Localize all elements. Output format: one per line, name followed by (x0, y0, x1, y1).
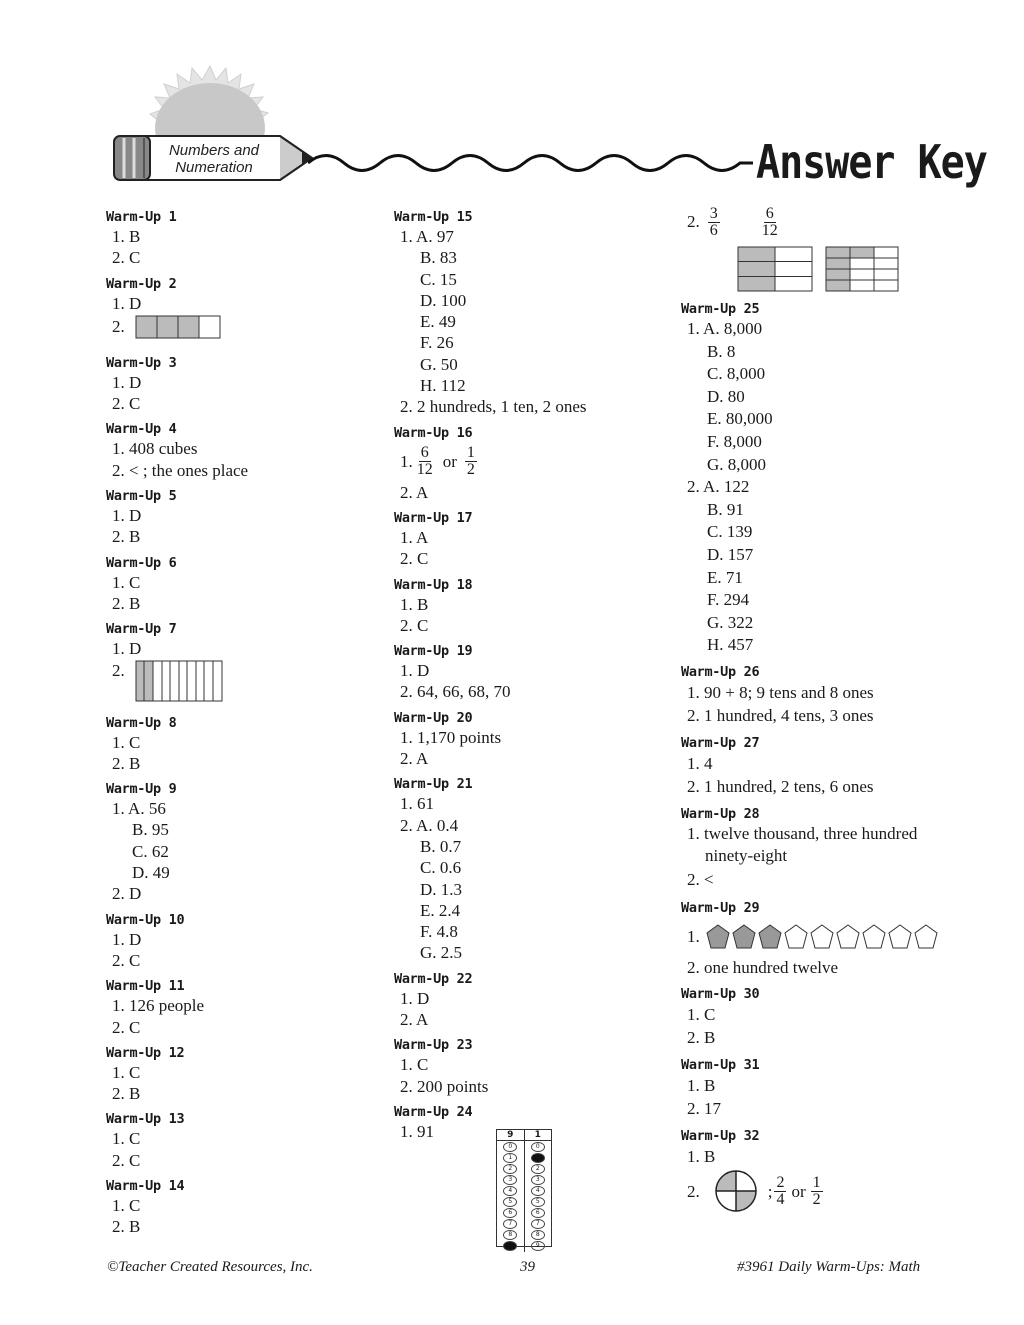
answer: D. 80 (707, 386, 745, 406)
answer-bubble: 5 (503, 1197, 517, 1207)
answer: 2. C (112, 248, 141, 268)
answer-bubble: 7 (531, 1219, 545, 1229)
answer: 2. A. 0.4 (400, 815, 459, 835)
answer: E. 49 (420, 312, 456, 332)
fraction (708, 206, 720, 239)
warmup-heading: Warm-Up 24 (394, 1103, 473, 1120)
pencil-label-line1: Numbers and (168, 142, 260, 159)
warmup-heading: Warm-Up 17 (394, 509, 473, 526)
answer: 2. C (112, 1017, 141, 1037)
answer: 2. C (112, 1150, 141, 1170)
answer: 1. A. 97 (400, 227, 454, 246)
answer: C. 15 (420, 269, 457, 289)
answer: 1. 126 people (112, 996, 205, 1016)
denominator: 2 (466, 461, 475, 479)
denominator: 12 (416, 461, 433, 479)
column-2 (394, 208, 664, 1142)
answer: F. 4.8 (420, 922, 458, 942)
column-1 (106, 208, 376, 1238)
answer-bubble: 8 (531, 1230, 545, 1240)
fraction (811, 1175, 823, 1208)
answer: D. 49 (132, 863, 170, 883)
denominator: 12 (761, 221, 778, 239)
answer-bubble: 7 (503, 1219, 517, 1229)
answer-bubble: 2 (503, 1164, 517, 1174)
warmup-heading: Warm-Up 29 (681, 899, 760, 916)
answer: 1. D (112, 293, 142, 313)
fraction (465, 445, 477, 478)
numerator: 6 (765, 204, 774, 222)
answer: D. 157 (707, 544, 754, 564)
answer: 1. C (112, 732, 141, 752)
answer: 1. 91 (400, 1121, 434, 1141)
answer: E. 2.4 (420, 900, 461, 920)
answer: 1. A (400, 527, 429, 547)
warmup-heading: Warm-Up 26 (681, 663, 760, 680)
answer: C. 8,000 (707, 364, 766, 384)
answer: 2. B (687, 1028, 716, 1048)
answer-bubble: 0 (503, 1142, 517, 1152)
answer: 2. A (400, 749, 429, 769)
warmup-heading: Warm-Up 22 (394, 970, 473, 987)
denominator: 2 (812, 1190, 821, 1208)
answer: 1. C (112, 1196, 141, 1216)
answer: 1. 4 (687, 753, 713, 773)
answer-bubble: 2 (531, 1164, 545, 1174)
answer: C. 139 (707, 522, 753, 542)
answer: B. 95 (132, 820, 169, 840)
warmup-heading: Warm-Up 19 (394, 643, 473, 660)
answer: F. 26 (420, 333, 454, 353)
warmup-heading: Warm-Up 23 (394, 1037, 473, 1054)
bubble-column-tens (497, 1141, 525, 1252)
numerator: 2 (776, 1173, 785, 1191)
answer-bubble: 4 (531, 1186, 545, 1196)
answer: 1. C (112, 1062, 141, 1082)
answer-label: 2. (687, 1181, 700, 1201)
warmup-heading: Warm-Up 10 (106, 911, 185, 928)
numerator: 3 (709, 204, 718, 222)
fraction-models (681, 242, 971, 296)
answer: 2. B (112, 753, 141, 773)
answer-label: 1. (687, 927, 700, 947)
answer-label: 1. (400, 452, 413, 472)
numerator: 1 (812, 1173, 821, 1191)
bubble-header-ones: 1 (534, 1130, 541, 1140)
answer: 2. 2 hundreds, 1 ten, 2 ones (400, 397, 587, 417)
answer: 2. < (687, 869, 714, 889)
answer: E. 71 (707, 567, 743, 587)
answer: 2. B (112, 1084, 141, 1104)
fraction-model-halves (737, 246, 813, 292)
answer: B. 83 (420, 248, 457, 268)
answer: 1. C (112, 1129, 141, 1149)
footer-copyright: ©Teacher Created Resources, Inc. (107, 1259, 313, 1275)
warmup-heading: Warm-Up 14 (106, 1178, 185, 1195)
warmup-heading: Warm-Up 3 (106, 354, 177, 371)
warmup-heading: Warm-Up 2 (106, 275, 177, 292)
warmup-heading: Warm-Up 5 (106, 488, 177, 505)
answer-bubble (503, 1241, 517, 1251)
answer: 2. A. 122 (687, 477, 750, 497)
warmup-heading: Warm-Up 18 (394, 576, 473, 593)
answer: 1. B (687, 1075, 716, 1095)
answer: 2. 64, 66, 68, 70 (400, 682, 511, 702)
footer-page-number: 39 (520, 1259, 535, 1275)
pentagon-model (706, 923, 946, 951)
bubble-columns (497, 1141, 551, 1252)
answer: F. 8,000 (707, 431, 762, 451)
answer: 2. D (112, 884, 142, 904)
answer: H. 112 (420, 376, 466, 396)
answer: 2. A (400, 482, 429, 502)
answer: 1. D (112, 372, 142, 392)
answer: 2. 17 (687, 1099, 721, 1119)
answer: D. 1.3 (420, 879, 463, 899)
column-3 (681, 202, 971, 1214)
answer: ninety-eight (705, 845, 788, 865)
bubble-column-ones (525, 1141, 552, 1252)
tenths-grid-model (135, 660, 223, 702)
answer: E. 80,000 (707, 409, 773, 429)
answer-with-circle (681, 1168, 971, 1214)
answer: H. 457 (707, 635, 754, 655)
answer-bubble: 5 (531, 1197, 545, 1207)
answer: 1. B (400, 594, 429, 614)
warmup-heading: Warm-Up 21 (394, 776, 473, 793)
answer: 1. D (400, 988, 430, 1008)
answer: 2. C (400, 549, 429, 569)
warmup-heading: Warm-Up 9 (106, 781, 177, 798)
denominator: 6 (709, 221, 718, 239)
answer: C. 0.6 (420, 858, 462, 878)
answer-bubble: 6 (531, 1208, 545, 1218)
answer: 2. B (112, 1217, 141, 1237)
fraction (774, 1175, 786, 1208)
or-text: or (791, 1181, 806, 1201)
answer-bubble: 9 (531, 1241, 545, 1251)
or-text: or (442, 452, 457, 472)
answer-bubble: 8 (503, 1230, 517, 1240)
answer: 1. D (400, 661, 430, 681)
denominator: 4 (776, 1190, 785, 1208)
warmup-heading: Warm-Up 4 (106, 421, 177, 438)
warmup-heading: Warm-Up 20 (394, 709, 473, 726)
numerator: 1 (466, 444, 475, 462)
answer: 2. C (112, 950, 141, 970)
answer: B. 0.7 (420, 836, 462, 856)
answer: F. 294 (707, 590, 750, 610)
answer: 1. twelve thousand, three hundred (687, 823, 918, 843)
answer-bubble: 3 (531, 1175, 545, 1185)
answer: G. 322 (707, 612, 754, 632)
answer: 2. C (112, 394, 141, 414)
page-title: Answer Key (756, 136, 987, 190)
answer-with-grid (106, 660, 376, 706)
warmup-heading: Warm-Up 1 (106, 209, 177, 225)
bubble-answer-grid (496, 1129, 552, 1247)
answer-bubble: 6 (503, 1208, 517, 1218)
warmup-heading: Warm-Up 30 (681, 985, 760, 1002)
warmup-heading: Warm-Up 11 (106, 978, 185, 995)
warmup-heading: Warm-Up 15 (394, 209, 473, 225)
answer-fractions (681, 202, 971, 242)
warmup-heading: Warm-Up 6 (106, 554, 177, 571)
answer: 1. D (112, 929, 142, 949)
warmup-heading: Warm-Up 28 (681, 805, 760, 822)
answer-bubble: 0 (531, 1142, 545, 1152)
warmup-heading: Warm-Up 7 (106, 621, 177, 638)
answer: 2. B (112, 527, 141, 547)
warmup-heading: Warm-Up 16 (394, 424, 473, 441)
answer: 1. D (112, 639, 142, 659)
warmup-heading: Warm-Up 12 (106, 1044, 185, 1061)
answer: B. 91 (707, 499, 744, 519)
bubble-header-tens: 9 (497, 1130, 525, 1140)
pencil-label (152, 142, 276, 176)
answer: 1. B (687, 1146, 716, 1166)
answer-fraction (394, 442, 664, 482)
shaded-bar-model (135, 315, 221, 339)
answer: B. 8 (707, 341, 736, 361)
answer: 2. one hundred twelve (687, 957, 839, 977)
answer: 2. C (400, 615, 429, 635)
answer: 1. D (112, 506, 142, 526)
warmup-heading: Warm-Up 13 (106, 1111, 185, 1128)
answer: 1. 408 cubes (112, 439, 198, 459)
answer: 1. C (112, 572, 141, 592)
answer: 2. < ; the ones place (112, 460, 249, 480)
answer: 1. 61 (400, 794, 434, 814)
answer: 1. C (400, 1055, 429, 1075)
answer: 2. A (400, 1010, 429, 1030)
answer-with-bar (106, 314, 376, 340)
warmup-heading: Warm-Up 32 (681, 1127, 760, 1144)
answer: 2. 1 hundred, 2 tens, 6 ones (687, 777, 874, 797)
answer: 2. 1 hundred, 4 tens, 3 ones (687, 706, 874, 726)
answer: C. 62 (132, 841, 169, 861)
answer: 1. 90 + 8; 9 tens and 8 ones (687, 682, 874, 702)
answer: 1. C (687, 1004, 716, 1024)
circle-fraction-model (714, 1169, 758, 1213)
semicolon: ; (767, 1181, 773, 1201)
answer: D. 100 (420, 290, 467, 310)
answer: 1. A. 56 (112, 799, 166, 819)
answer-bubble: 4 (503, 1186, 517, 1196)
footer-book-title: #3961 Daily Warm-Ups: Math (737, 1259, 921, 1275)
answer-bubble: 3 (503, 1175, 517, 1185)
answer-label: 2. (112, 317, 125, 337)
numerator: 6 (420, 444, 429, 462)
answer: 2. B (112, 593, 141, 613)
answer-label: 2. (687, 212, 700, 232)
warmup-heading: Warm-Up 8 (106, 714, 177, 731)
answer: G. 2.5 (420, 943, 463, 963)
answer-label: 2. (112, 660, 125, 680)
answer: G. 8,000 (707, 454, 767, 474)
answer: 1. B (112, 227, 141, 246)
pencil-label-line2: Numeration (175, 159, 253, 176)
answer: G. 50 (420, 354, 458, 374)
fraction-model-twelfths (825, 246, 899, 292)
answer: 1. A. 8,000 (687, 319, 763, 338)
answer: 2. 200 points (400, 1076, 489, 1096)
bubble-grid-header (497, 1130, 551, 1141)
answer-bubble: 1 (503, 1153, 517, 1163)
warmup-heading: Warm-Up 31 (681, 1056, 760, 1073)
wavy-line (308, 148, 753, 178)
answer-bubble (531, 1153, 545, 1163)
answer-with-pentagons (681, 917, 971, 957)
warmup-heading: Warm-Up 27 (681, 734, 760, 751)
warmup-heading: Warm-Up 25 (681, 301, 760, 317)
answer: 1. 1,170 points (400, 727, 502, 747)
fraction (760, 206, 780, 239)
fraction (415, 445, 435, 478)
